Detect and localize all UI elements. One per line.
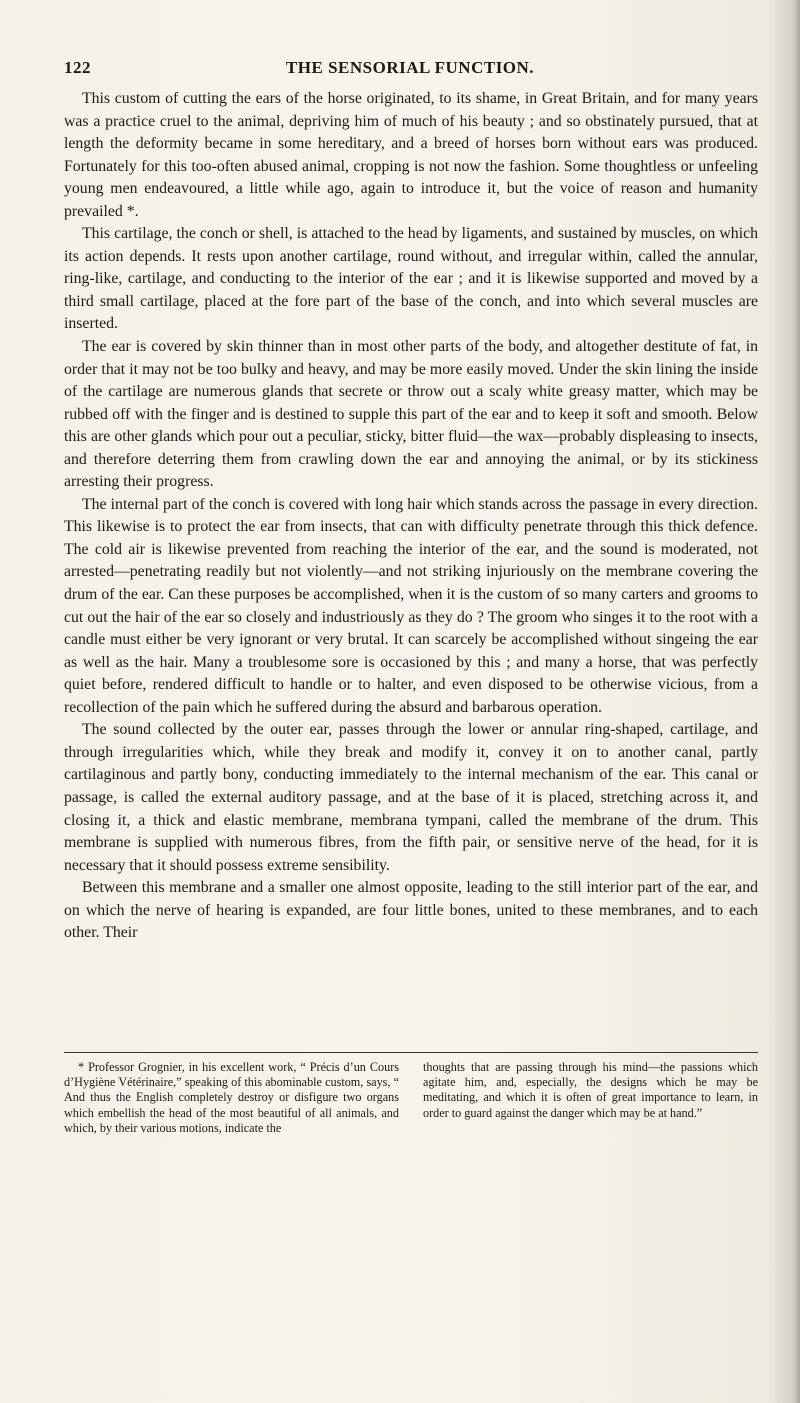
page-title: THE SENSORIAL FUNCTION. <box>285 58 535 77</box>
page-number: 122 <box>64 58 91 77</box>
paragraph: The ear is covered by skin thinner than in most other parts of the body, and altogether destitute of fat, in order that it may not be too bulky and heavy, and may be more easily moved. Under the skin lining the inside of the cartilage are numerous glands that secrete or throw out a scaly white greasy matter, which may be rubbed off with the finger and is destined to supple this part of the ear and to keep it soft and smooth. Below this are other glands which pour out a peculiar, sticky, bitter fluid—the wax—probably displeasing to insects, and therefore deterring them from crawling down the ear and annoying the animal, or by its stickiness arresting their progress. <box>64 338 758 491</box>
paragraph: The internal part of the conch is covered with long hair which stands across the passage in every direction. This likewise is to protect the ear from insects, that can with difficulty penetrate through this thick defence. The cold air is likewise prevented from reaching the interior of the ear, and the sound is moderated, not arrested—penetrating readily but not violently—and not striking injuriously on the membrane covering the drum of the ear. Can these purposes be accomplished, when it is the custom of so many carters and grooms to cut out the hair of the ear so closely and industriously as they do ? The groom who singes it to the root with a candle must either be very ignorant or very brutal. It can scarcely be accomplished without singeing the ear as well as the hair. Many a troublesome sore is occasioned by this ; and many a horse, that was perfectly quiet before, rendered difficult to handle or to halter, and even disposed to be otherwise vicious, from a recollection of the pain which he suffered during the absurd and barbarous operation. <box>64 495 758 716</box>
body-text <box>64 88 758 945</box>
paragraph: This custom of cutting the ears of the horse originated, to its shame, in Great Britain, and for many years was a practice cruel to the animal, depriving him of much of his beauty ; and so obstinately pursued, that at length the deformity became in some hereditary, and a breed of horses born without ears was produced. Fortunately for this too-often abused animal, cropping is not now the fashion. Some thoughtless or unfeeling young men endeavoured, a little while ago, again to introduce it, but the voice of reason and humanity prevailed *. <box>64 90 758 220</box>
footnote <box>64 1060 758 1136</box>
footnote-column-1: * Professor Grognier, in his excellent work, “ Précis d’un Cours d’Hygiène Vétérinaire,” speaking of this abominable custom, says, “ And thus the English completely destroy or disfigure two organs which embellish the head of the most beautiful of all animals, and which, by their various motions, indicate the <box>64 1060 399 1135</box>
footnote-column-2: thoughts that are passing through his mind—the passions which agitate him, and, especially, the designs which he may be meditating, and which it is often of great importance to learn, in order to guard against the danger which may be at hand.” <box>423 1060 758 1120</box>
footnote-divider <box>64 1052 758 1053</box>
paragraph: The sound collected by the outer ear, passes through the lower or annular ring-shaped, cartilage, and through irregularities which, while they break and modify it, convey it on to another canal, partly cartilaginous and partly bony, conducting immediately to the internal mechanism of the ear. This canal or passage, is called the external auditory passage, and at the base of it is placed, stretching across it, and closing it, a thick and elastic membrane, membrana tympani, called the membrane of the drum. This membrane is supplied with numerous fibres, from the fifth pair, or sensitive nerve of the head, for it is necessary that it should possess extreme sensibility. <box>64 721 758 874</box>
paragraph: Between this membrane and a smaller one almost opposite, leading to the still interior part of the ear, and on which the nerve of hearing is expanded, are four little bones, united to these membranes, and to each other. Their <box>64 879 758 942</box>
paragraph: This cartilage, the conch or shell, is attached to the head by ligaments, and sustained by muscles, on which its action depends. It rests upon another cartilage, round without, and irregular within, called the annular, ring-like, cartilage, and conducting to the interior of the ear ; and it is likewise supported and moved by a third small cartilage, placed at the fore part of the base of the conch, and into which several muscles are inserted. <box>64 225 758 333</box>
running-head <box>64 58 756 82</box>
page-edge-shadow <box>794 0 800 1403</box>
